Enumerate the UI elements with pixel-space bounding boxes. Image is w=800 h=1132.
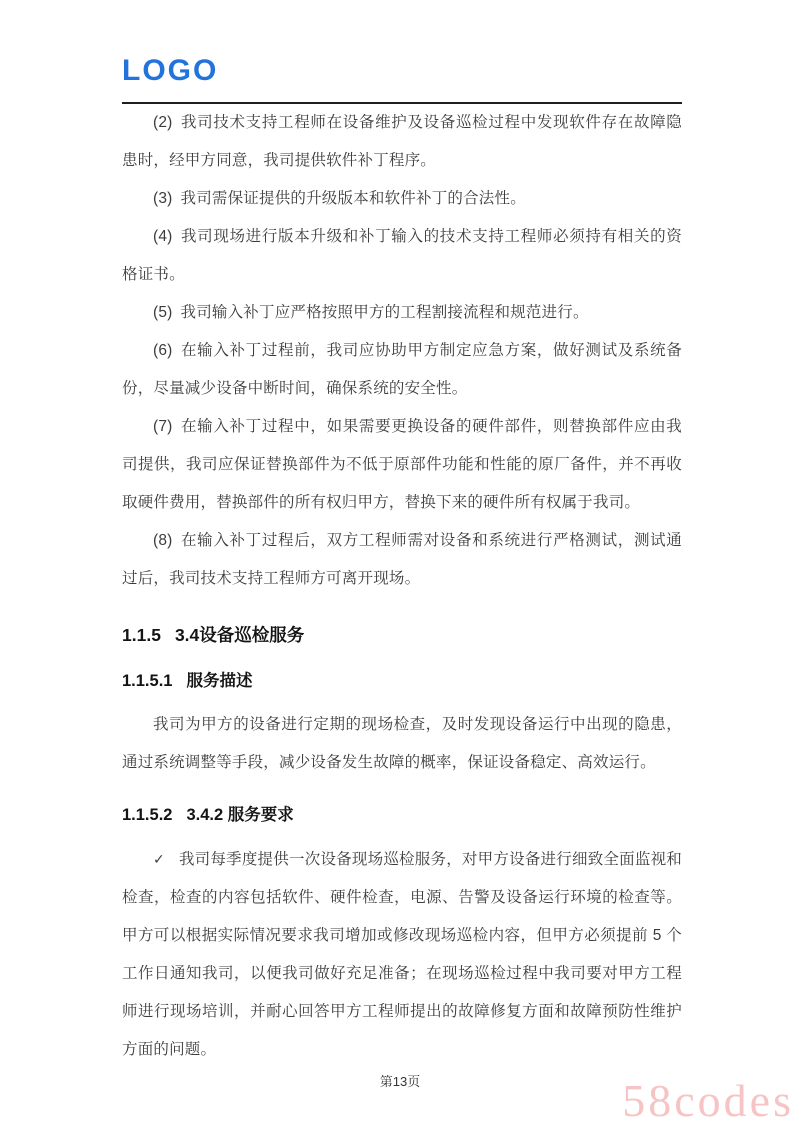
page-number: 第13页: [379, 1073, 421, 1089]
paragraph-item-6: (6) 在输入补丁过程前，我司应协助甲方制定应急方案，做好测试及系统备份，尽量减少设备中断时间，确保系统的安全性。: [122, 341, 682, 397]
document-body: [0, 104, 800, 1069]
heading-section-1-1-5-2: [122, 802, 682, 828]
paragraph-item-3: (3) 我司需保证提供的升级版本和软件补丁的合法性。: [153, 189, 526, 207]
paragraph-item-2: (2) 我司技术支持工程师在设备维护及设备巡检过程中发现软件存在故障隐患时，经甲方同意，我司提供软件补丁程序。: [122, 113, 682, 169]
paragraph-item-5: (5) 我司输入补丁应严格按照甲方的工程割接流程和规范进行。: [153, 303, 589, 321]
heading-section-1-1-5: [122, 622, 682, 648]
heading-number: 1.1.5: [122, 624, 161, 645]
heading-title: 3.4设备巡检服务: [174, 624, 305, 645]
heading-number: 1.1.5.2: [122, 805, 173, 824]
page-header: [0, 0, 800, 104]
service-description-paragraph: 我司为甲方的设备进行定期的现场检查，及时发现设备运行中出现的隐患，通过系统调整等手段，减少设备发生故障的概率，保证设备稳定、高效运行。: [122, 715, 682, 771]
heading-section-1-1-5-1: [122, 668, 682, 694]
heading-title: 3.4.2 服务要求: [186, 805, 294, 824]
checklist-item: [122, 840, 682, 1069]
watermark: 58codes: [622, 1075, 794, 1126]
checkmark-icon: ✓: [153, 850, 165, 867]
heading-number: 1.1.5.1: [122, 671, 173, 690]
paragraph-item-4: (4) 我司现场进行版本升级和补丁输入的技术支持工程师必须持有相关的资格证书。: [122, 227, 682, 283]
heading-title: 服务描述: [186, 671, 253, 690]
paragraph-item-8: (8) 在输入补丁过程后，双方工程师需对设备和系统进行严格测试，测试通过后，我司技术支持工程师方可离开现场。: [122, 531, 682, 587]
checklist-text: 我司每季度提供一次设备现场巡检服务，对甲方设备进行细致全面监视和检查，检查的内容包括软件、硬件检查，电源、告警及设备运行环境的检查等。甲方可以根据实际情况要求我司增加或修改现场巡检内容，但甲方必须提前 5 个工作日通知我司，以便我司做好充足准备；在现场巡检过程中我司要对甲方工程师进行现场培训，并耐心回答甲方工程师提出的故障修复方面和故障预防性维护方面的问题。: [122, 850, 682, 1058]
paragraph-item-7: (7) 在输入补丁过程中，如果需要更换设备的硬件部件，则替换部件应由我司提供，我司应保证替换部件为不低于原部件功能和性能的原厂备件，并不再收取硬件费用，替换部件的所有权归甲方，替换下来的硬件所有权属于我司。: [122, 417, 682, 511]
logo: LOGO: [122, 54, 219, 87]
